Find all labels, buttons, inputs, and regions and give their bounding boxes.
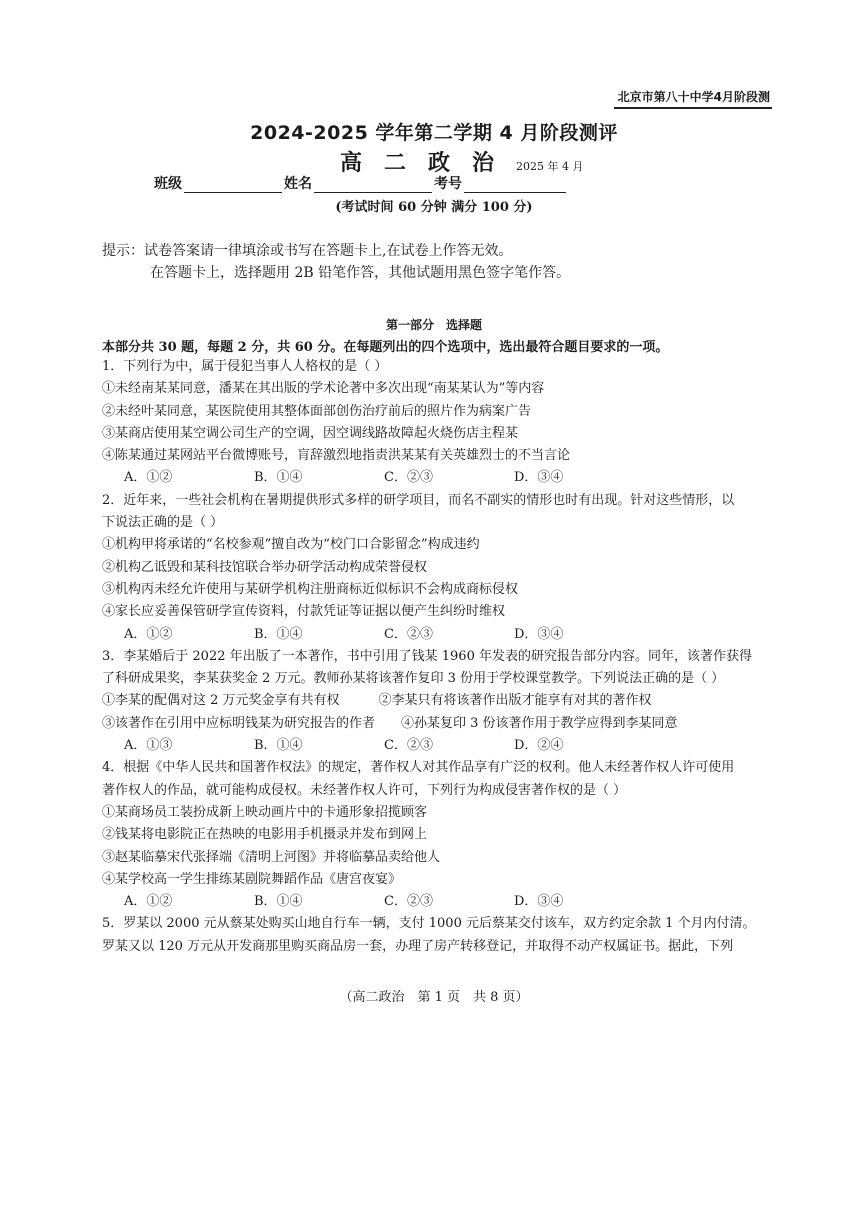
notice-line: 提示：试卷答案请一律填涂或书写在答题卡上,在试卷上作答无效。 xyxy=(102,243,513,259)
statement-item: ③机构丙未经允许使用与某研学机构注册商标近似标识不会构成商标侵权 xyxy=(102,581,519,597)
statement-item: ②未经叶某同意，某医院使用其整体面部创伤治疗前后的照片作为病案广告 xyxy=(102,403,532,419)
answer-option[interactable]: D．③④ xyxy=(514,470,564,486)
exam-no-label: 考号 xyxy=(434,176,462,192)
question-stem: 罗某又以 120 万元从开发商那里购买商品房一套，办理了房产转移登记，并取得不动产权属证书。据此，下列 xyxy=(102,938,734,954)
answer-option[interactable]: B．①④ xyxy=(254,738,303,754)
answer-options xyxy=(102,735,770,757)
question-stem: 5．罗某以 2000 元从蔡某处购买山地自行车一辆，支付 1000 元后蔡某交付该车，双方约定余款 1 个月内付清。 xyxy=(102,916,756,932)
statement-item: ②机构乙诋毁和某科技馆联合举办研学活动构成荣誉侵权 xyxy=(102,559,428,575)
statement-item: ④陈某通过某网站平台微博账号，肓辞激烈地指责洪某某有关英雄烈士的不当言论 xyxy=(102,448,571,464)
exam-date: 2025 年 4 月 xyxy=(516,160,584,173)
question-2 xyxy=(102,490,770,646)
name-label: 姓名 xyxy=(284,176,312,192)
question-stem: 3．李某婚后于 2022 年出版了一本著作，书中引用了钱某 1960 年发表的研究报告部分内容。同年，该著作获得 xyxy=(102,648,752,664)
question-stem: 1．下列行为中，属于侵犯当事人人格权的是（ ） xyxy=(102,359,388,374)
question-stem: 著作权人的作品，就可能构成侵权。未经著作权人许可，下列行为构成侵害著作权的是（ ） xyxy=(102,782,627,798)
question-1 xyxy=(102,356,770,490)
question-4 xyxy=(102,757,770,913)
answer-option[interactable]: A．①③ xyxy=(124,738,173,754)
answer-option[interactable]: C．②③ xyxy=(384,470,433,486)
part-intro: 本部分共 30 题，每题 2 分，共 60 分。在每题列出的四个选项中，选出最符合题目要求的一项。 xyxy=(102,340,669,355)
subject-row xyxy=(0,146,868,176)
answer-option[interactable]: B．①④ xyxy=(254,894,303,910)
question-stem: 下说法正确的是（ ） xyxy=(102,515,224,531)
answer-options xyxy=(102,624,770,646)
statement-item: ①未经南某某同意，潘某在其出版的学术论著中多次出现“南某某认为”等内容 xyxy=(102,381,545,397)
answer-option[interactable]: C．②③ xyxy=(384,894,433,910)
exam-time: (考试时间 60 分钟 满分 100 分) xyxy=(335,200,533,215)
statement-item: ①机构甲将承诺的“名校参观”擅自改为“校门口合影留念”构成违约 xyxy=(102,537,480,553)
answer-option[interactable]: C．②③ xyxy=(384,738,433,754)
exam-no-field[interactable] xyxy=(464,178,566,193)
notice-line: 在答题卡上，选择题用 2B 铅笔作答，其他试题用黑色签字笔作答。 xyxy=(150,265,571,281)
answer-option[interactable]: A．①② xyxy=(124,470,173,486)
answer-option[interactable]: C．②③ xyxy=(384,626,433,642)
question-stem: 了科研成果奖，李某获奖金 2 万元。教师孙某将该著作复印 3 份用于学校课堂教学。下列说法正确的是（ ） xyxy=(102,671,725,687)
answer-option[interactable]: B．①④ xyxy=(254,470,303,486)
notice xyxy=(102,240,570,284)
statement-item: ④家长应妥善保管研学宣传资料，付款凭证等证据以便产生纠纷时维权 xyxy=(102,604,506,620)
statement-item: ③该著作在引用中应标明钱某为研究报告的作者 ④孙某复印 3 份该著作用于教学应得到李某同意 xyxy=(102,715,678,731)
answer-option[interactable]: D．③④ xyxy=(514,894,564,910)
statement-item: ③某商店使用某空调公司生产的空调，因空调线路故障起火烧伤店主程某 xyxy=(102,425,519,441)
answer-option[interactable]: B．①④ xyxy=(254,626,303,642)
question-3 xyxy=(102,646,770,757)
question-stem: 2．近年来，一些社会机构在暑期提供形式多样的研学项目，而名不副实的情形也时有出现。针对这些情形，以 xyxy=(102,492,735,508)
exam-title: 2024-2025 学年第二学期 4 月阶段测评 xyxy=(250,122,618,144)
statement-item: ②钱某将电影院正在热映的电影用手机摄录并发布到网上 xyxy=(102,827,428,843)
answer-options xyxy=(102,891,770,913)
part-title: 第一部分 选择题 xyxy=(385,318,482,332)
school-tag: 北京市第八十中学4月阶段测 xyxy=(614,88,772,109)
subject-name: 高二政治 xyxy=(340,151,517,176)
answer-options xyxy=(102,467,770,489)
page-footer: （高二政治 第 1 页 共 8 页） xyxy=(339,990,529,1005)
answer-option[interactable]: A．①② xyxy=(124,626,173,642)
statement-item: ①某商场员工装扮成新上映动画片中的卡通形象招揽顾客 xyxy=(102,804,428,820)
answer-option[interactable]: D．②④ xyxy=(514,738,564,754)
statement-item: ③赵某临摹宋代张择端《清明上河图》并将临摹品卖给他人 xyxy=(102,849,441,865)
class-field[interactable] xyxy=(184,178,282,193)
answer-option[interactable]: D．③④ xyxy=(514,626,564,642)
name-field[interactable] xyxy=(314,178,432,193)
question-5 xyxy=(102,913,770,958)
answer-option[interactable]: A．①② xyxy=(124,894,173,910)
question-stem: 4．根据《中华人民共和国著作权法》的规定，著作权人对其作品享有广泛的权利。他人未经著作权人许可使用 xyxy=(102,760,735,776)
statement-item: ④某学校高一学生排练某剧院舞蹈作品《唐宫夜宴》 xyxy=(102,871,402,887)
question-list xyxy=(102,356,770,958)
statement-item: ①李某的配偶对这 2 万元奖金享有共有权 ②李某只有将该著作出版才能享有对其的著作权 xyxy=(102,693,652,709)
student-info-row xyxy=(154,173,568,193)
class-label: 班级 xyxy=(154,176,182,192)
